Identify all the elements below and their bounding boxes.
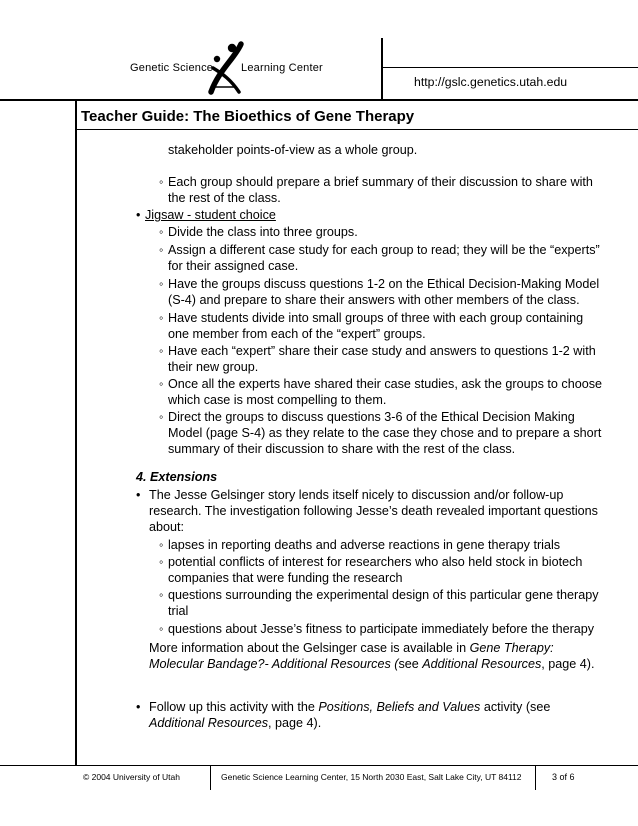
list-item: Have students divide into small groups of three with each group containing xyxy=(168,311,584,325)
list-item: Have each “expert” share their case study and answers to questions 1-2 with xyxy=(168,344,596,358)
circle-bullet-icon: ◦ xyxy=(159,175,164,189)
italic-run: Positions, Beliefs and Values xyxy=(318,700,481,714)
list-item xyxy=(149,699,550,715)
text-line: for their assigned case. xyxy=(168,259,299,273)
circle-bullet-icon: ◦ xyxy=(159,538,164,552)
bullet-icon: • xyxy=(136,488,141,502)
circle-bullet-icon: ◦ xyxy=(159,622,164,636)
text-line: companies that were funding the research xyxy=(168,571,403,585)
circle-bullet-icon: ◦ xyxy=(159,555,164,569)
text-line: which case is most compelling to them. xyxy=(168,393,387,407)
jigsaw-heading xyxy=(145,207,276,223)
list-item: Assign a different case study for each group to read; they will be the “experts” xyxy=(168,243,600,257)
list-item: questions surrounding the experimental design of this particular gene therapy xyxy=(168,588,599,602)
list-item: questions about Jesse’s fitness to participate immediately before the therapy xyxy=(168,622,595,636)
footer-rule xyxy=(0,765,638,766)
italic-run: Additional Resources xyxy=(149,716,269,730)
list-item: The Jesse Gelsinger story lends itself nicely to discussion and/or follow-up xyxy=(149,488,564,502)
circle-bullet-icon: ◦ xyxy=(159,410,164,424)
circle-bullet-icon: ◦ xyxy=(159,588,164,602)
text-run: , page 4). xyxy=(268,716,322,730)
circle-bullet-icon: ◦ xyxy=(159,277,164,291)
text-line: their new group. xyxy=(168,360,259,374)
text-line: about: xyxy=(149,520,185,534)
footer-divider-2 xyxy=(535,766,536,790)
page-title: Teacher Guide: The Bioethics of Gene Therapy xyxy=(81,108,415,125)
text-run: see xyxy=(398,657,423,671)
text-line: Model (page S-4) as they relate to the case they chose and to prepare a short xyxy=(168,426,602,440)
italic-run: Molecular Bandage?- Additional Resources ( xyxy=(149,657,399,671)
text-line: stakeholder points-of-view as a whole group. xyxy=(168,143,418,157)
site-url[interactable]: http://gslc.genetics.utah.edu xyxy=(414,75,568,89)
footer-address: Genetic Science Learning Center, 15 North 2030 East, Salt Lake City, UT 84112 xyxy=(221,772,522,782)
text-run: , page 4). xyxy=(541,657,595,671)
list-item: lapses in reporting deaths and adverse reactions in gene therapy trials xyxy=(168,538,561,552)
copyright: © 2004 University of Utah xyxy=(83,772,180,782)
list-item: Direct the groups to discuss questions 3-6 of the Ethical Decision Making xyxy=(168,410,575,424)
text-run: activity (see xyxy=(480,700,551,714)
list-item: Each group should prepare a brief summary of their discussion to share with xyxy=(168,175,593,189)
text-line: (S-4) and prepare to share their answers with other members of the class. xyxy=(168,293,580,307)
logo-text-left: Genetic Science xyxy=(130,62,214,74)
circle-bullet-icon: ◦ xyxy=(159,225,164,239)
text-line xyxy=(149,656,595,672)
list-item: Have the groups discuss questions 1-2 on the Ethical Decision-Making Model xyxy=(168,277,600,291)
italic-run: Gene Therapy: xyxy=(469,641,554,655)
text-line xyxy=(149,640,554,656)
jigsaw-link: Jigsaw - student choice xyxy=(145,208,276,222)
text-run: Follow up this activity with the xyxy=(149,700,319,714)
title-underline xyxy=(75,129,638,130)
circle-bullet-icon: ◦ xyxy=(159,243,164,257)
logo-text-right: Learning Center xyxy=(241,62,323,74)
text-line: one member from each of the “expert” groups. xyxy=(168,327,426,341)
list-item: Divide the class into three groups. xyxy=(168,225,358,239)
text-line: summary of their discussion to share with the rest of the class. xyxy=(168,442,516,456)
text-line: the rest of the class. xyxy=(168,191,281,205)
list-item: Once all the experts have shared their case studies, ask the groups to choose xyxy=(168,377,603,391)
header-divider-vertical xyxy=(381,38,383,100)
circle-bullet-icon: ◦ xyxy=(159,311,164,325)
text-line xyxy=(149,715,321,731)
text-line: trial xyxy=(168,604,189,618)
page-number: 3 of 6 xyxy=(552,772,575,782)
header-rule xyxy=(0,99,638,101)
bullet-icon: • xyxy=(136,700,141,714)
italic-run: Additional Resources xyxy=(422,657,542,671)
header-divider-url xyxy=(381,67,638,68)
text-line: research. The investigation following Jesse’s death revealed important questions xyxy=(149,504,598,518)
text-run: More information about the Gelsinger case is available in xyxy=(149,641,470,655)
left-margin-rule xyxy=(75,100,77,766)
extensions-heading: 4. Extensions xyxy=(136,470,218,484)
bullet-icon: • xyxy=(136,208,141,222)
circle-bullet-icon: ◦ xyxy=(159,344,164,358)
footer-divider-1 xyxy=(210,766,211,790)
list-item: potential conflicts of interest for researchers who also held stock in biotech xyxy=(168,555,583,569)
circle-bullet-icon: ◦ xyxy=(159,377,164,391)
